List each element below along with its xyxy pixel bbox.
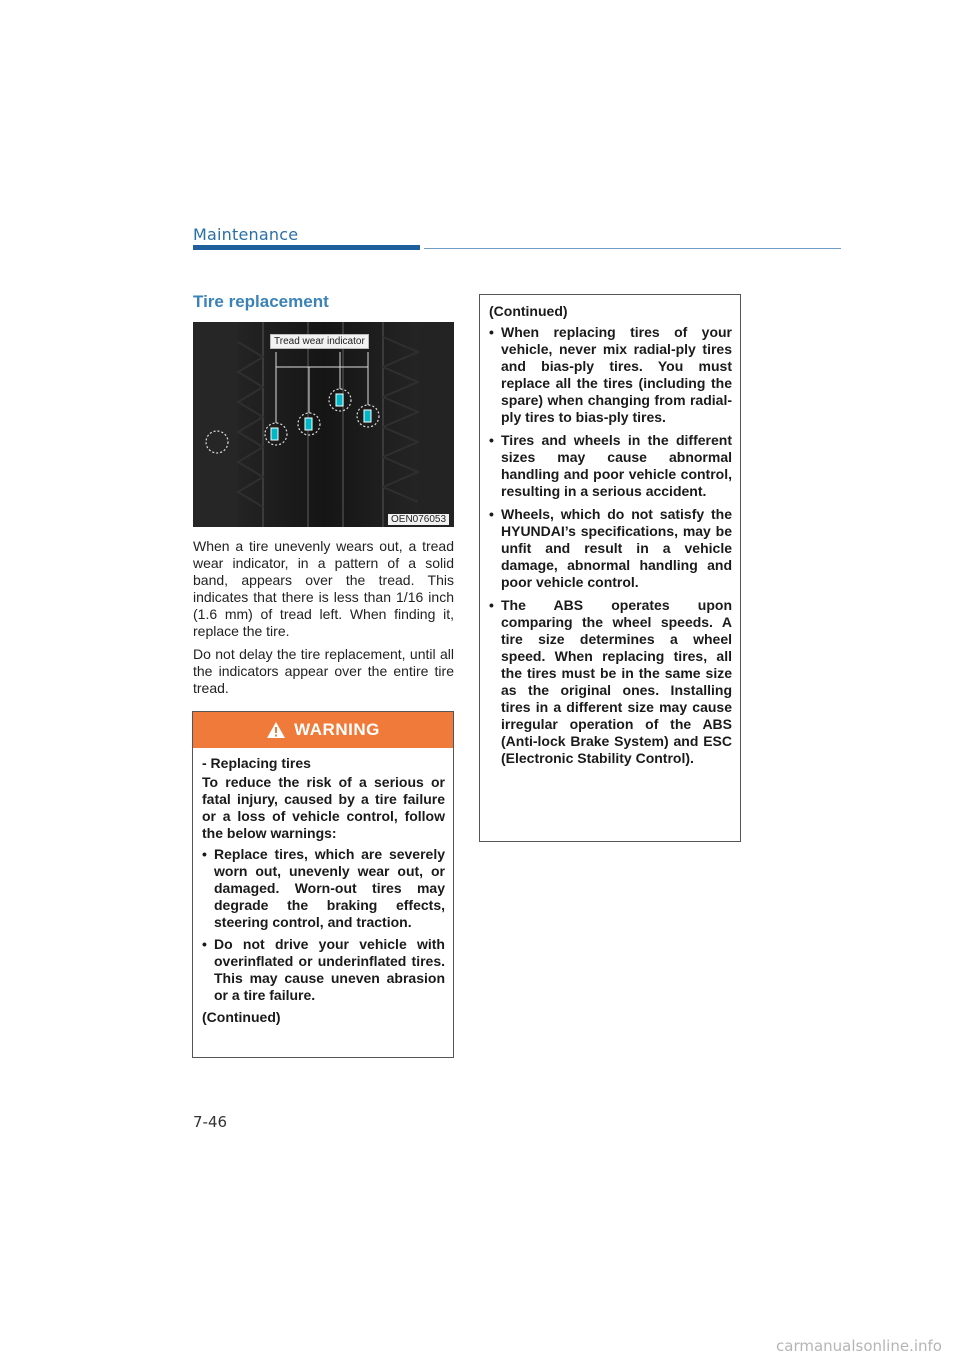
list-item: • Do not drive your vehicle with overinflated or underinflated tires. This may cause uneven abrasion or a tire failure. bbox=[202, 936, 445, 1004]
warning-subtitle: - Replacing tires bbox=[202, 755, 311, 771]
body-text bbox=[193, 538, 454, 703]
continued-warning-box bbox=[479, 294, 741, 842]
page-number: 7-46 bbox=[193, 1113, 228, 1131]
body-paragraph: Do not delay the tire replacement, until all the indicators appear over the entire tire tread. bbox=[193, 646, 454, 696]
body-paragraph: When a tire unevenly wears out, a tread wear indicator, in a pattern of a solid band, appears over the tread. This indicates that there is less than 1/16 inch (1.6 mm) of tread left. When finding it, replace the tire. bbox=[193, 538, 454, 639]
header-bar-thin bbox=[424, 248, 841, 249]
header-bar-thick bbox=[193, 245, 420, 250]
warning-continued: (Continued) bbox=[202, 1009, 281, 1025]
warning-header bbox=[193, 712, 453, 748]
warning-triangle-icon bbox=[266, 721, 286, 739]
tire-tread-figure bbox=[193, 322, 454, 527]
list-item: • When replacing tires of your vehicle, never mix radial-ply tires and bias-ply tires. You must replace all the tires (including the spare) when changing from radial-ply tires to bias-ply tires. bbox=[489, 324, 732, 426]
list-item: • Replace tires, which are severely worn out, unevenly wear out, or damaged. Worn-out tires may degrade the braking effects, steering control, and traction. bbox=[202, 846, 445, 931]
continued-heading: (Continued) bbox=[489, 303, 568, 319]
list-item: • The ABS operates upon comparing the wheel speeds. A tire size determines a wheel speed. When replacing tires, all the tires must be in the same size as the original ones. Installing tires in a different size may cause irregular operation of the ABS (Anti-lock Brake System) and ESC (Electronic Stability Control). bbox=[489, 597, 732, 767]
warning-label: WARNING bbox=[294, 720, 380, 739]
continued-list bbox=[489, 324, 732, 767]
header-section-title: Maintenance bbox=[193, 225, 299, 244]
warning-intro: To reduce the risk of a serious or fatal injury, caused by a tire failure or a loss of vehicle control, follow the below warnings: bbox=[202, 774, 445, 841]
tire-tread-illustration bbox=[193, 322, 454, 527]
warning-body bbox=[193, 748, 453, 1026]
figure-code: OEN076053 bbox=[388, 514, 449, 525]
list-item: • Tires and wheels in the different sizes may cause abnormal handling and poor vehicle control, resulting in a serious accident. bbox=[489, 432, 732, 500]
warning-list bbox=[202, 846, 445, 1004]
figure-callout-label: Tread wear indicator bbox=[270, 334, 369, 349]
watermark: carmanualsonline.info bbox=[776, 1337, 942, 1355]
warning-box bbox=[192, 711, 454, 1058]
section-title: Tire replacement bbox=[193, 292, 329, 311]
list-item: • Wheels, which do not satisfy the HYUNDAI’s specifications, may be unfit and result in a vehicle damage, abnormal handling and poor vehicle control. bbox=[489, 506, 732, 591]
